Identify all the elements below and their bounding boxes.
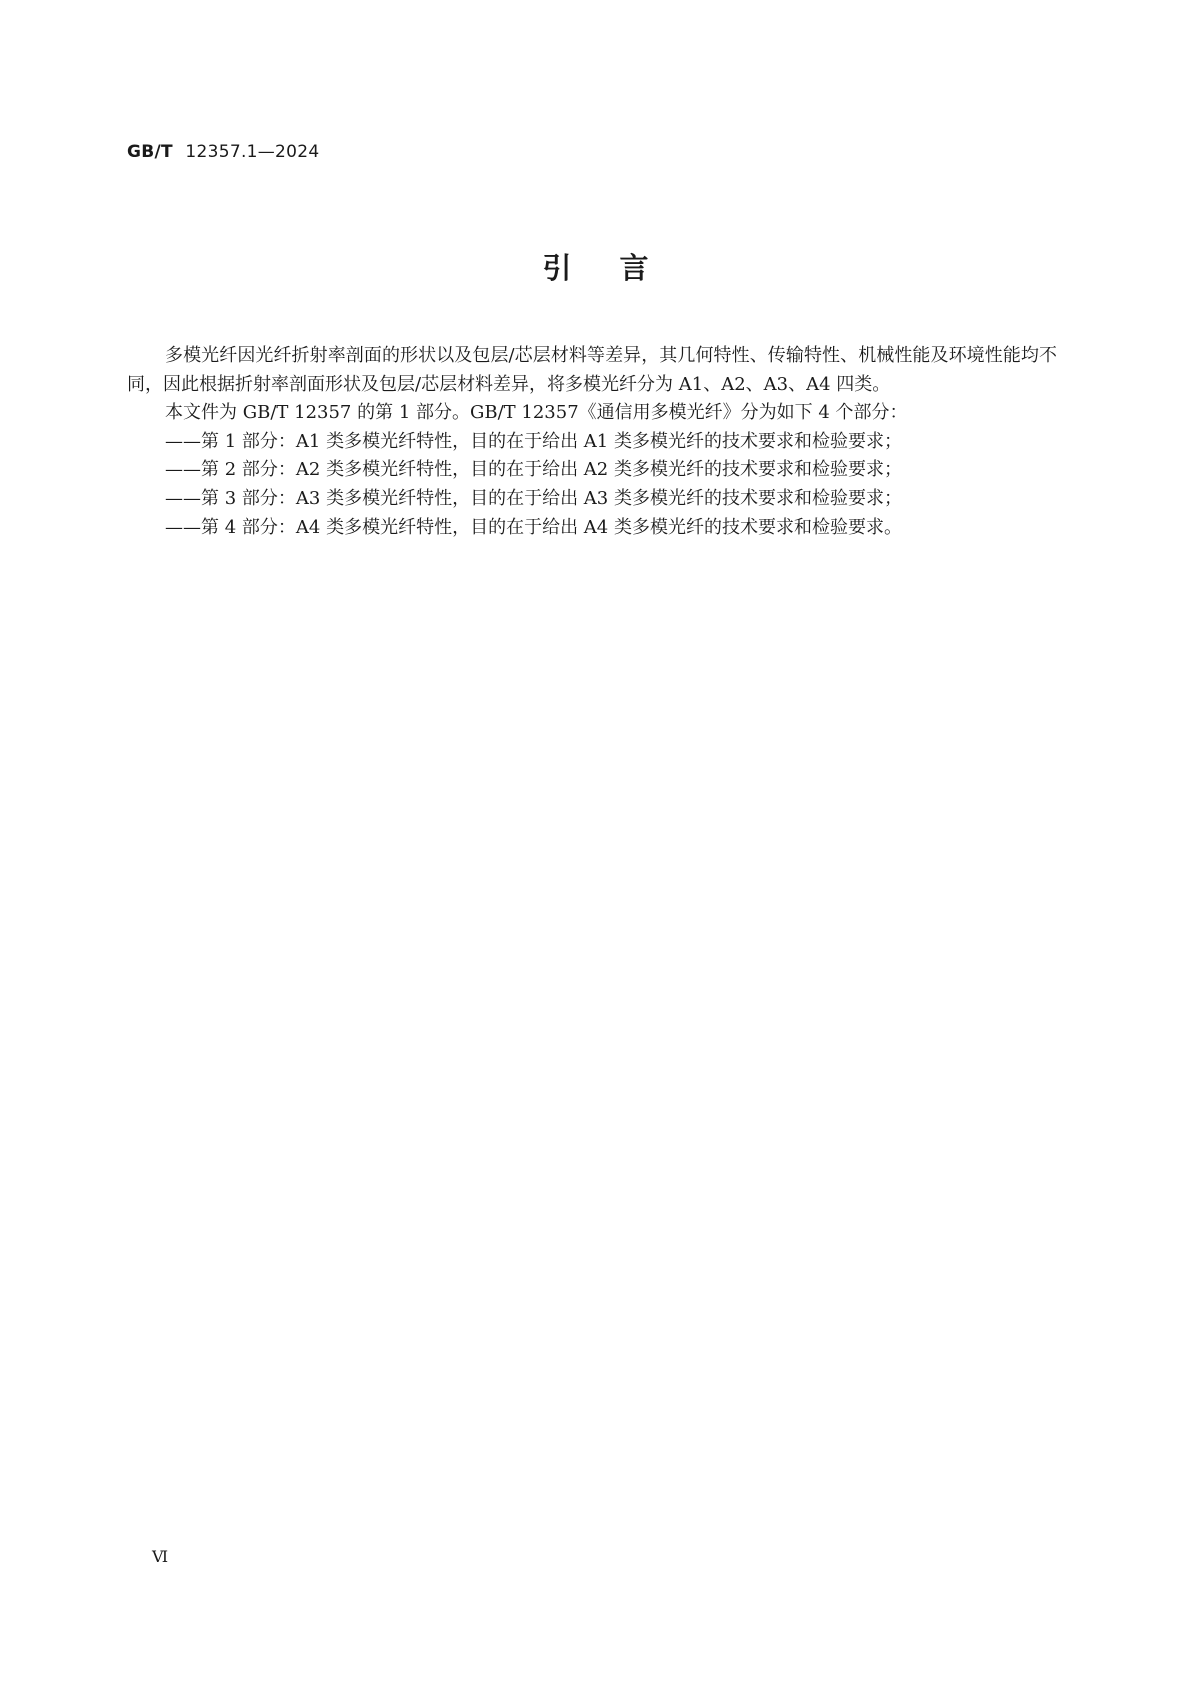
parts-list bbox=[127, 428, 1057, 542]
page-title: 引言 bbox=[542, 251, 697, 285]
list-item-part-4: ——第 4 部分：A4 类多模光纤特性，目的在于给出 A4 类多模光纤的技术要求和检验要求。 bbox=[165, 516, 902, 538]
introduction-body bbox=[127, 342, 1057, 542]
list-item-part-2: ——第 2 部分：A2 类多模光纤特性，目的在于给出 A2 类多模光纤的技术要求和检验要求； bbox=[165, 459, 902, 481]
paragraph-classification: 多模光纤因光纤折射率剖面的形状以及包层/芯层材料等差异，其几何特性、传输特性、机械性能及环境性能均不同，因此根据折射率剖面形状及包层/芯层材料差异，将多模光纤分为 A1、A2、A3、A4 四类。 bbox=[127, 345, 1057, 395]
list-item-part-1: ——第 1 部分：A1 类多模光纤特性，目的在于给出 A1 类多模光纤的技术要求和检验要求； bbox=[165, 430, 902, 452]
standard-prefix: GB/T bbox=[127, 142, 173, 162]
page-number: Ⅵ bbox=[152, 1547, 169, 1566]
list-item-part-3: ——第 3 部分：A3 类多模光纤特性，目的在于给出 A3 类多模光纤的技术要求和检验要求； bbox=[165, 487, 902, 509]
standard-code bbox=[127, 142, 320, 162]
standard-number: 12357.1—2024 bbox=[185, 142, 320, 162]
paragraph-document-parts: 本文件为 GB/T 12357 的第 1 部分。GB/T 12357《通信用多模光纤》分为如下 4 个部分： bbox=[165, 402, 908, 424]
